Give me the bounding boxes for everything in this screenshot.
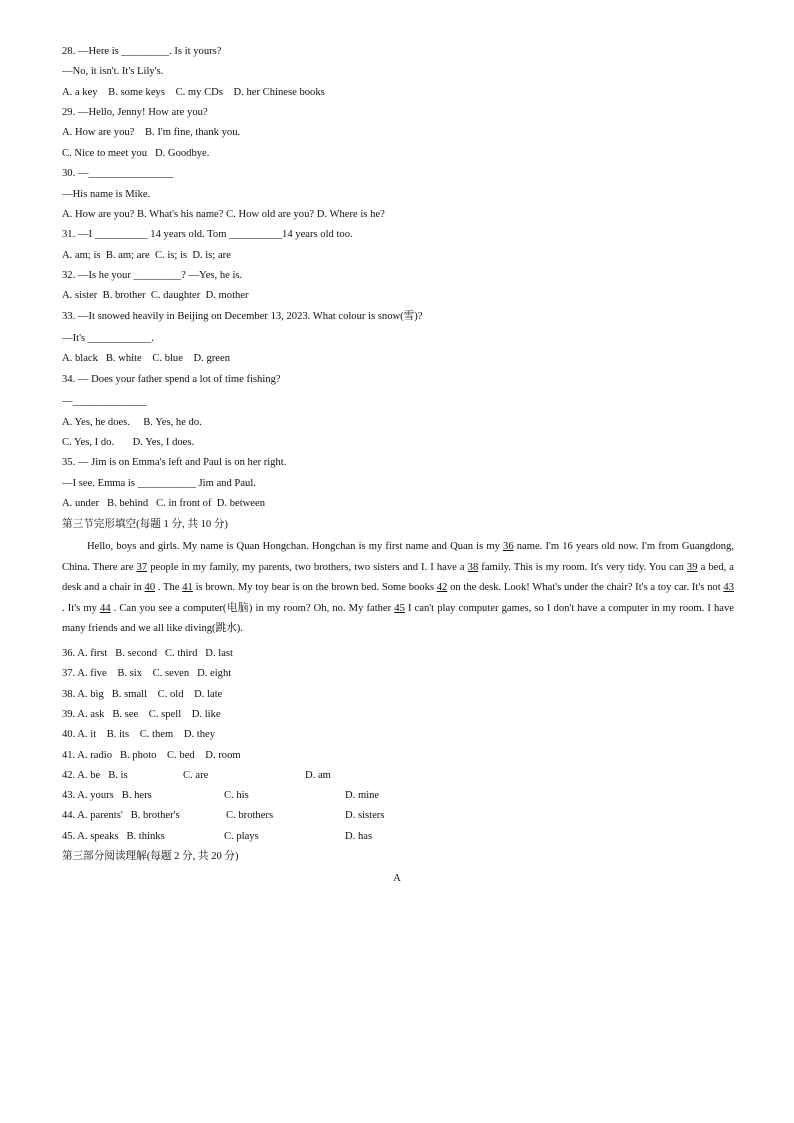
q30-reply: —His name is Mike. [62, 189, 151, 200]
blank-44: 44 [99, 602, 111, 614]
cloze-option-45-c: C. plays [224, 831, 259, 842]
cloze-option-37: 37. A. five B. six C. seven D. eight [62, 668, 232, 679]
q31-stem: 31. —I __________ 14 years old. Tom __________14 years old too. [62, 229, 353, 240]
q32-stem: 32. —Is he your _________? —Yes, he is. [62, 270, 243, 281]
cloze-text: a bed, a desk and a chair in [62, 561, 735, 593]
blank-36: 36 [503, 541, 514, 552]
cloze-option-44-c: C. brothers [226, 810, 274, 821]
cloze-text: Hello, boys and girls. My name is Quan Hongchan. Hongchan is my first name and Quan is my [87, 541, 504, 552]
q34-reply: —______________ [62, 396, 147, 407]
blank-40: 40 [144, 582, 156, 593]
blank-45: 45 [394, 602, 405, 614]
part-heading: 第三部分阅读理解(每题 2 分, 共 20 分) [62, 851, 239, 862]
q34-options-1: A. Yes, he does. B. Yes, he do. [62, 417, 202, 428]
q32-options: A. sister B. brother C. daughter D. mother [62, 290, 249, 301]
cloze-option-43-d: D. mine [345, 790, 380, 801]
passage-label: A [393, 873, 401, 884]
cloze-text: . It's my [62, 602, 100, 614]
q29-options-1: A. How are you? B. I'm fine, thank you. [62, 127, 241, 138]
cloze-text: people in my family, my parents, two brothers, two sisters and I. I have a [147, 561, 468, 573]
cloze-option-43-ab: 43. A. yours B. hers [62, 790, 152, 801]
q33-options: A. black B. white C. blue D. green [62, 353, 230, 364]
blank-38: 38 [467, 561, 479, 573]
cloze-option-40: 40. A. it B. its C. them D. they [62, 729, 216, 740]
cloze-option-43-c: C. his [224, 790, 249, 801]
q33-reply: —It's ____________. [62, 333, 154, 344]
cloze-text: . Can you see a computer(电脑) in my room? Oh, no. My father [110, 602, 395, 614]
q29-stem: 29. —Hello, Jenny! How are you? [62, 107, 208, 118]
q35-options: A. under B. behind C. in front of D. between [62, 498, 266, 509]
q30-stem: 30. —________________ [62, 168, 174, 179]
cloze-text: . The [155, 582, 183, 593]
cloze-text: name. I'm 16 years old now. I'm from Guangdong, China. There are [62, 541, 735, 573]
cloze-option-38: 38. A. big B. small C. old D. late [62, 689, 223, 700]
blank-43: 43 [723, 582, 734, 593]
q31-options: A. am; is B. am; are C. is; is D. is; are [62, 250, 231, 261]
cloze-text: on the desk. Look! What's under the chair? It's a toy car. It's not [447, 582, 724, 593]
q35-stem: 35. — Jim is on Emma's left and Paul is on her right. [62, 457, 287, 468]
cloze-option-36: 36. A. first B. second C. third D. last [62, 648, 233, 659]
blank-39: 39 [686, 561, 698, 573]
q34-stem: 34. — Does your father spend a lot of time fishing? [62, 374, 281, 385]
cloze-option-42-c: C. are [183, 770, 209, 781]
blank-37: 37 [136, 561, 148, 573]
cloze-option-42-d: D. am [305, 770, 331, 781]
q28-reply: —No, it isn't. It's Lily's. [62, 66, 164, 77]
cloze-text: I can't play computer games, so I don't have a computer in my room. I have many friends and we all like diving(跳水). [62, 602, 734, 634]
q33-stem: 33. —It snowed heavily in Beijing on December 13, 2023. What colour is snow(雪)? [62, 311, 423, 322]
cloze-option-39: 39. A. ask B. see C. spell D. like [62, 709, 221, 720]
cloze-option-44-ab: 44. A. parents' B. brother's [62, 810, 180, 821]
cloze-option-44-d: D. sisters [345, 810, 385, 821]
cloze-text: is brown. My toy bear is on the brown bed. Some books [192, 582, 437, 593]
cloze-option-45-d: D. has [345, 831, 373, 842]
cloze-text: family. This is my room. It's very tidy. You can [478, 561, 687, 573]
blank-41: 41 [182, 582, 193, 593]
q28-stem: 28. —Here is _________. Is it yours? [62, 46, 222, 57]
blank-42: 42 [436, 582, 448, 593]
section-heading: 第三节完形填空(每题 1 分, 共 10 分) [62, 519, 228, 530]
q29-options-2: C. Nice to meet you D. Goodbye. [62, 148, 210, 159]
q35-reply: —I see. Emma is ___________ Jim and Paul. [62, 478, 256, 489]
q34-options-2: C. Yes, I do. D. Yes, I does. [62, 437, 195, 448]
q30-options: A. How are you? B. What's his name? C. How old are you? D. Where is he? [62, 209, 385, 220]
cloze-passage [62, 537, 734, 640]
q28-options: A. a key B. some keys C. my CDs D. her Chinese books [62, 87, 325, 98]
cloze-option-45-ab: 45. A. speaks B. thinks [62, 831, 165, 842]
cloze-option-42-ab: 42. A. be B. is [62, 770, 128, 781]
cloze-option-41: 41. A. radio B. photo C. bed D. room [62, 750, 241, 761]
